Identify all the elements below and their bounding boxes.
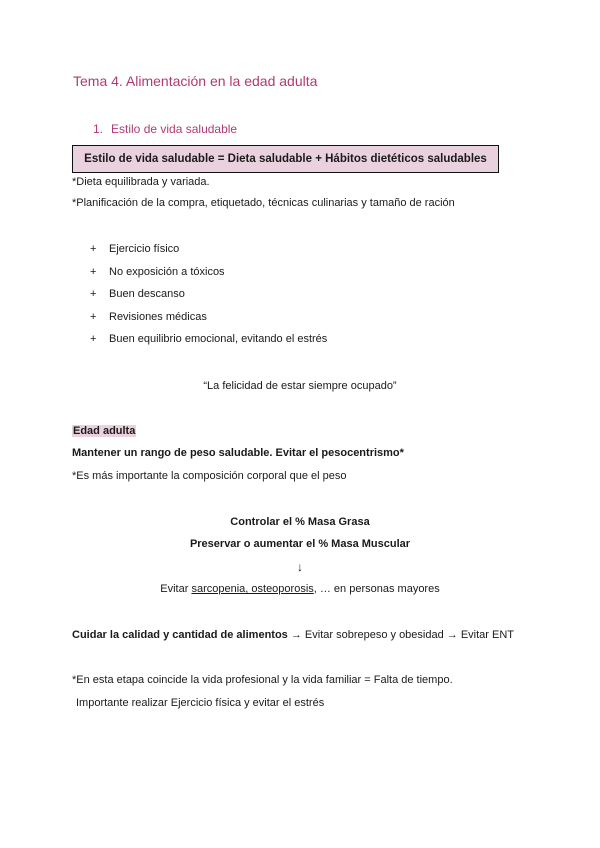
section-number: 1. — [93, 122, 104, 136]
avoid-underlined: sarcopenia, osteoporosis — [191, 583, 314, 595]
down-arrow-icon: ↓ — [297, 560, 303, 574]
list-item-text: Buen descanso — [109, 288, 185, 300]
highlight-box: Estilo de vida saludable = Dieta saludable + Hábitos dietéticos saludables — [72, 145, 499, 173]
adult-heading — [72, 425, 136, 437]
list-item-text: Ejercicio físico — [109, 243, 180, 255]
list-item — [90, 288, 327, 311]
weight-line: Mantener un rango de peso saludable. Evitar el pesocentrismo* — [72, 447, 404, 459]
list-item-text: Revisiones médicas — [109, 310, 207, 323]
note-diet: *Dieta equilibrada y variada. — [72, 176, 210, 188]
avoid-line — [0, 583, 600, 595]
page-title: Tema 4. Alimentación en la edad adulta — [73, 73, 318, 89]
avoid-suffix: , … en personas mayores — [313, 583, 440, 595]
section-label: Estilo de vida saludable — [111, 122, 238, 136]
bullet-marker: + — [90, 288, 97, 300]
avoid-prefix: Evitar — [160, 583, 192, 595]
quote: “La felicidad de estar siempre ocupado” — [203, 380, 397, 392]
list-item — [90, 243, 327, 266]
body-composition-note: *Es más importante la composición corporal que el peso — [72, 470, 347, 482]
care-rest: → Evitar sobrepeso y obesidad → Evitar ENT — [287, 629, 515, 641]
adult-heading-text: Edad adulta — [73, 425, 136, 437]
care-line — [72, 629, 514, 641]
list-item-text: Buen equilibrio emocional, evitando el estrés — [109, 333, 328, 345]
section-heading — [93, 122, 237, 136]
note-planning: *Planificación de la compra, etiquetado, técnicas culinarias y tamaño de ración — [72, 197, 455, 209]
muscle-mass-line: Preservar o aumentar el % Masa Muscular — [189, 538, 411, 550]
bullet-marker: + — [90, 265, 97, 278]
list-item-text: No exposición a tóxicos — [109, 265, 225, 278]
care-bold: Cuidar la calidad y cantidad de alimentos — [72, 629, 288, 641]
list-item — [90, 266, 327, 289]
habits-list — [90, 243, 327, 356]
fat-mass-line: Controlar el % Masa Grasa — [230, 516, 370, 528]
stage-note: *En esta etapa coincide la vida profesional y la vida familiar = Falta de tiempo. — [72, 674, 453, 686]
list-item — [90, 333, 327, 356]
exercise-note: Importante realizar Ejercicio física y evitar el estrés — [76, 697, 325, 709]
bullet-marker: + — [90, 310, 97, 323]
bullet-marker: + — [90, 333, 97, 345]
list-item — [90, 311, 327, 334]
bullet-marker: + — [90, 243, 97, 255]
